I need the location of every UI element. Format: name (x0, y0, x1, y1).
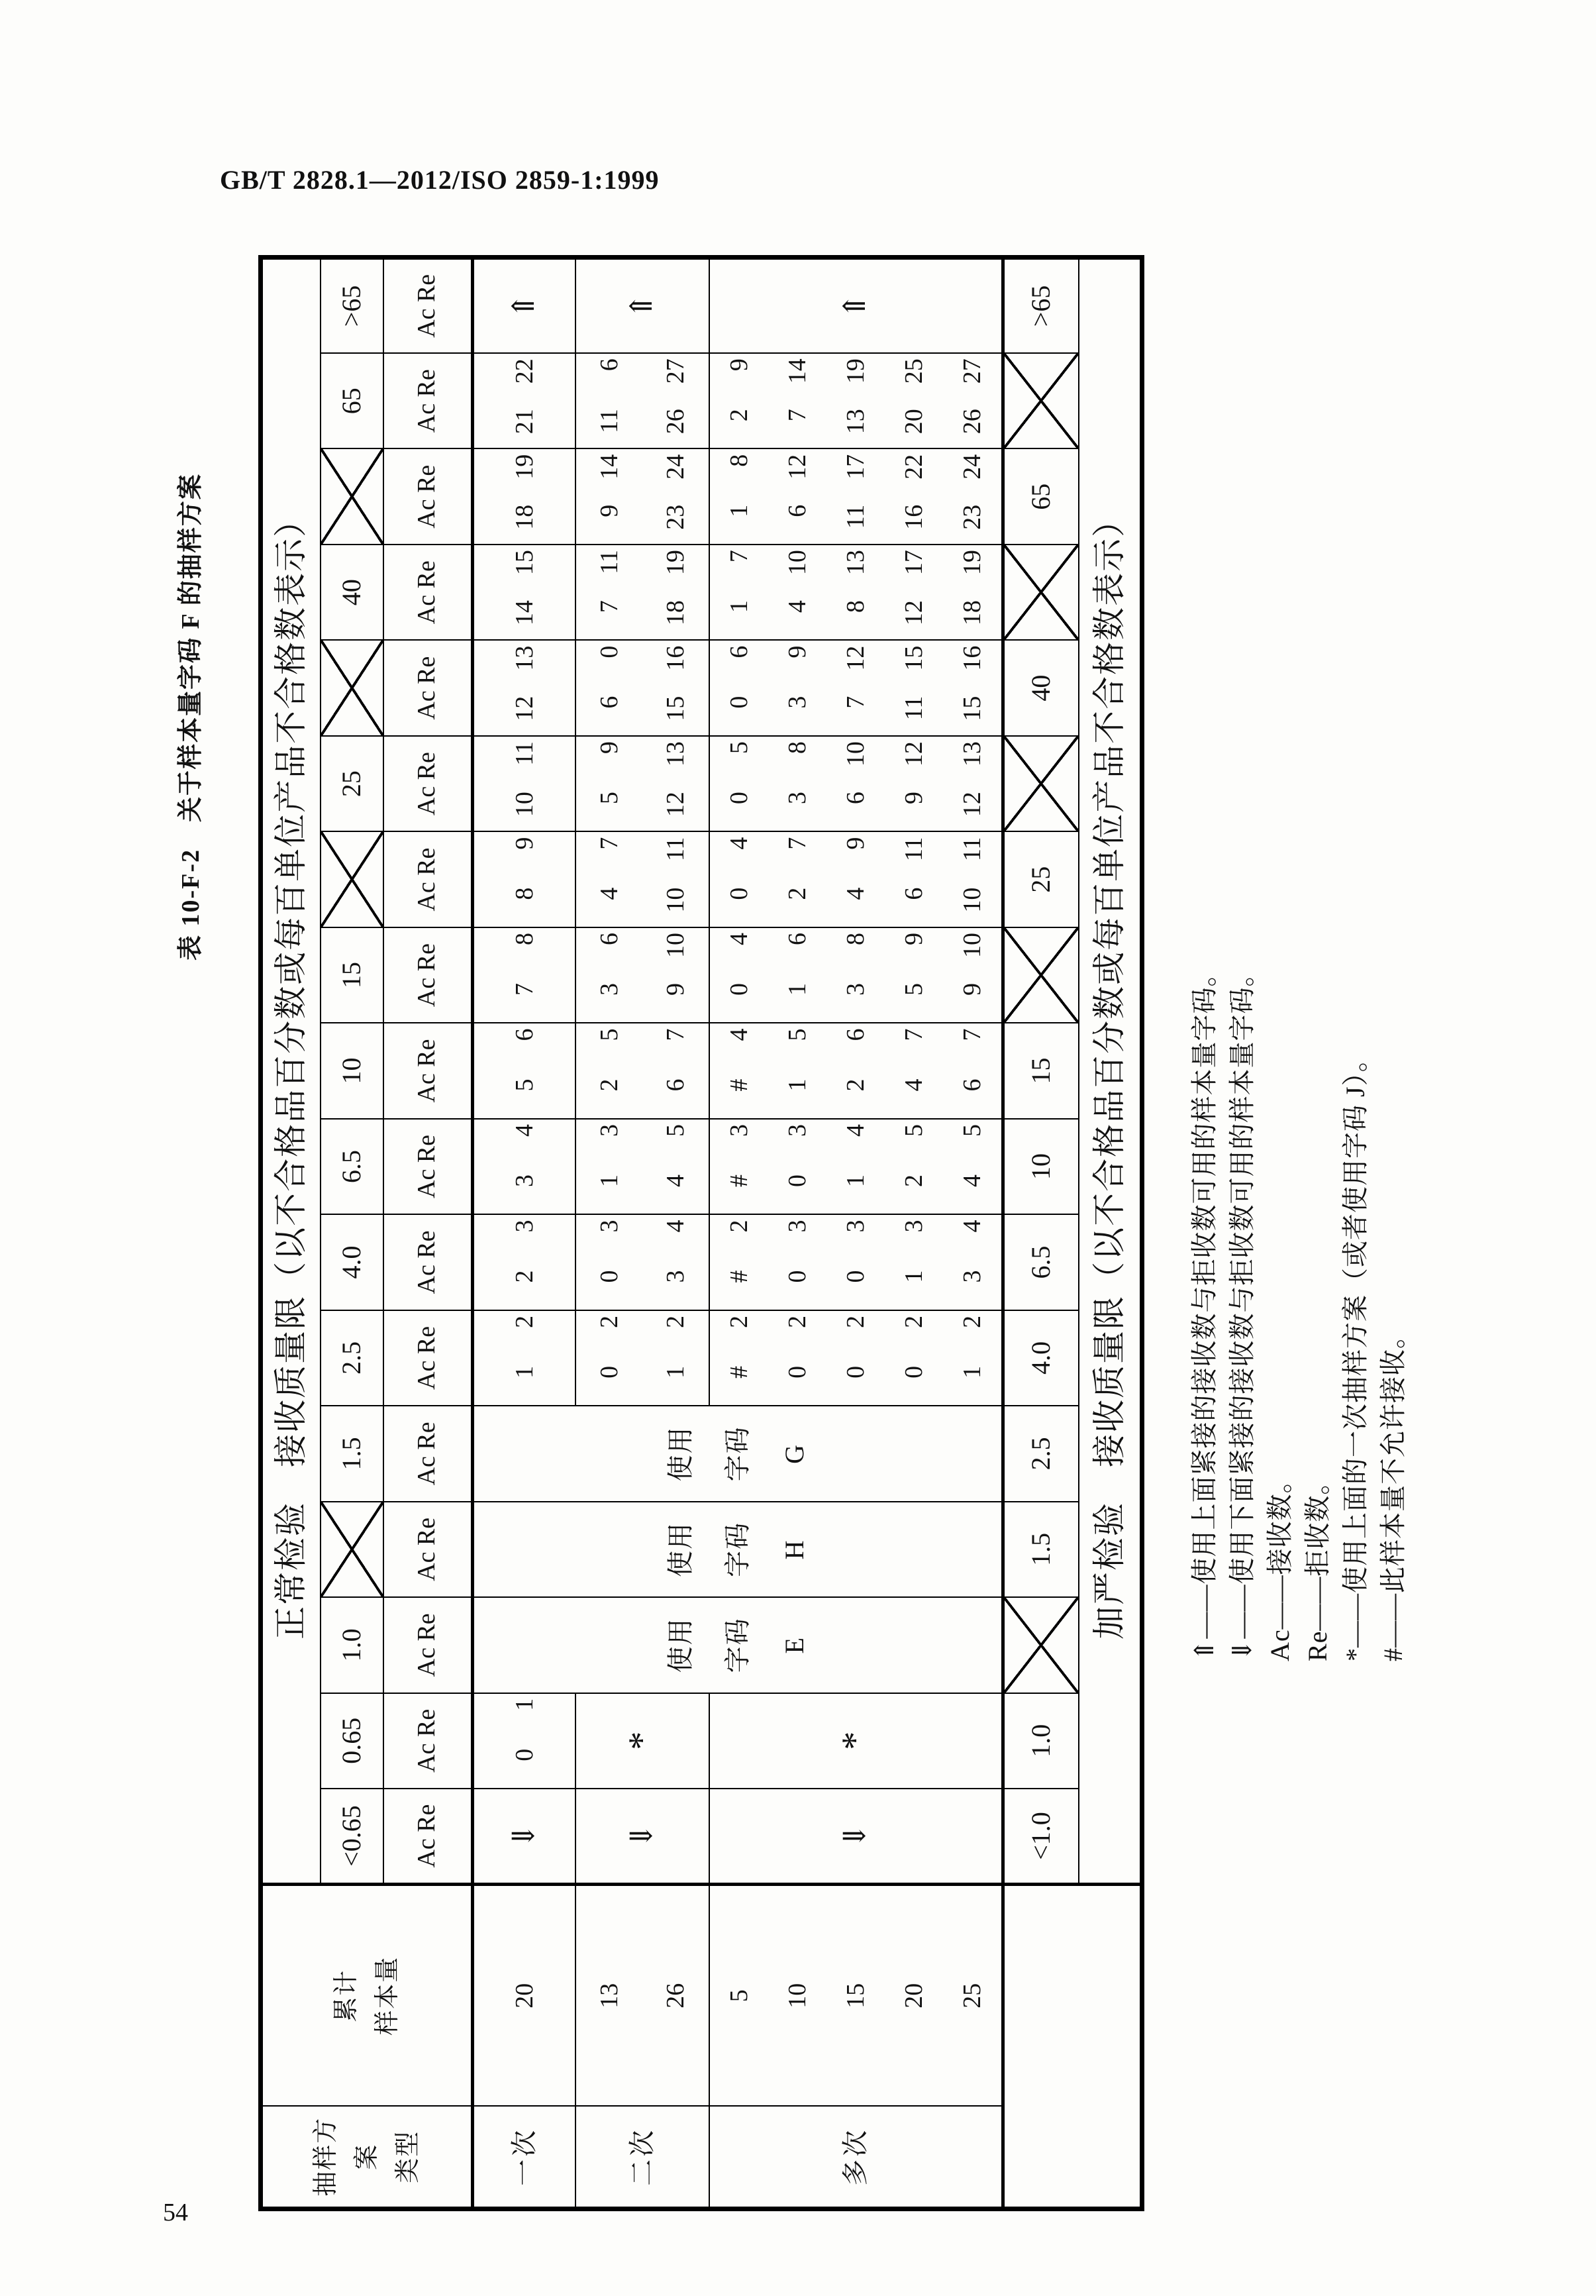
empty-cell (1003, 1885, 1142, 2209)
acre-values-cell: 03 34 (575, 1214, 709, 1310)
asterisk-cell: * (709, 1693, 1003, 1789)
acre-values-cell: #4 15 26 47 67 (709, 1023, 1003, 1118)
acre-values-cell: 36 910 (575, 927, 709, 1023)
cumulative-sample-size-cell: 13 26 (575, 1885, 709, 2107)
acre-values-cell: 1011 (473, 736, 575, 831)
acre-values-cell: 59 1213 (575, 736, 709, 831)
footnote-up-arrow: ⇑——使用上面紧接的接收数与拒收数可用的样本量字码。 (1189, 959, 1219, 1661)
aql-value-cell: 25 (1003, 831, 1079, 927)
cumulative-sample-size-cell: 20 (473, 1885, 575, 2107)
crossed-aql-cell (1003, 353, 1079, 448)
sampling-plan-table (258, 255, 1144, 2211)
ac-re-label-cell: Ac Re (383, 927, 473, 1023)
down-arrow-cell: ⇓ (473, 1789, 575, 1884)
acre-values-cell: 12 (473, 1310, 575, 1406)
ac-re-label-cell: Ac Re (383, 1597, 473, 1693)
acre-values-cell: 34 (473, 1119, 575, 1214)
standard-number-header: GB/T 2828.1—2012/ISO 2859-1:1999 (220, 165, 660, 195)
aql-value-cell: 2.5 (321, 1310, 383, 1406)
ac-re-label-cell: Ac Re (383, 1406, 473, 1501)
aql-value-cell: 1.0 (1003, 1693, 1079, 1789)
acre-values-cell: 1213 (473, 640, 575, 735)
acre-values-cell: 116 2627 (575, 353, 709, 448)
up-arrow-cell: ⇑ (575, 257, 709, 353)
acre-values-cell: 05 38 610 912 1213 (709, 736, 1003, 831)
acre-values-cell: #3 03 14 25 45 (709, 1119, 1003, 1214)
ac-re-label-cell: Ac Re (383, 545, 473, 640)
ac-re-label-cell: Ac Re (383, 1023, 473, 1118)
acre-values-cell: 1819 (473, 448, 575, 544)
down-arrow-cell: ⇓ (709, 1789, 1003, 1884)
crossed-aql-cell (321, 831, 383, 927)
acre-values-cell: 29 714 1319 2025 2627 (709, 353, 1003, 448)
aql-value-cell: 2.5 (1003, 1406, 1079, 1501)
acre-values-cell: 711 1819 (575, 545, 709, 640)
acre-values-cell: 04 27 49 611 1011 (709, 831, 1003, 927)
aql-value-cell: 65 (1003, 448, 1079, 544)
ac-re-label-cell: Ac Re (383, 831, 473, 927)
acre-values-cell: 02 12 (575, 1310, 709, 1406)
aql-value-cell: 4.0 (1003, 1310, 1079, 1406)
acre-values-cell: 25 67 (575, 1023, 709, 1118)
ac-re-label-cell: Ac Re (383, 1214, 473, 1310)
footnote-re: Re——拒收数。 (1303, 1467, 1332, 1661)
crossed-aql-cell (321, 1502, 383, 1597)
aql-value-cell: 40 (1003, 640, 1079, 735)
acre-values-cell: 47 1011 (575, 831, 709, 927)
ac-re-label-cell: Ac Re (383, 448, 473, 544)
use-code-letter-cell: 使用 字码 E (473, 1597, 1003, 1693)
acre-values-cell: 1415 (473, 545, 575, 640)
acre-values-cell: 17 410 813 1217 1819 (709, 545, 1003, 640)
acre-values-cell: 56 (473, 1023, 575, 1118)
acre-values-cell: 23 (473, 1214, 575, 1310)
acre-values-cell: #2 02 02 02 12 (709, 1310, 1003, 1406)
acre-values-cell: 89 (473, 831, 575, 927)
acre-values-cell: 01 (473, 1693, 575, 1789)
aql-value-cell: 15 (1003, 1023, 1079, 1118)
ac-re-label-cell: Ac Re (383, 1119, 473, 1214)
aql-value-cell: 1.5 (321, 1406, 383, 1501)
ac-re-label-cell: Ac Re (383, 640, 473, 735)
footnote-hash: #——此样本量不允许接收。 (1378, 1322, 1408, 1661)
cumulative-sample-size-cell: 5 10 15 20 25 (709, 1885, 1003, 2107)
footnote-down-arrow: ⇓——使用下面紧接的接收数与拒收数可用的样本量字码。 (1227, 959, 1257, 1661)
aql-value-cell: 15 (321, 927, 383, 1023)
ac-re-label-cell: Ac Re (383, 736, 473, 831)
section-header-cell: 加严检验 接收质量限（以不合格品百分数或每百单位产品不合格数表示） (1079, 257, 1142, 1884)
use-code-letter-cell: 使用 字码 H (473, 1502, 1003, 1597)
footnote-asterisk: *——使用上面的一次抽样方案（或者使用字码 J）。 (1340, 1045, 1370, 1661)
crossed-aql-cell (321, 640, 383, 735)
ac-re-label-cell: Ac Re (383, 257, 473, 353)
aql-value-cell: 4.0 (321, 1214, 383, 1310)
aql-value-cell: 1.5 (1003, 1502, 1079, 1597)
aql-value-cell: 10 (321, 1023, 383, 1118)
table-title: 表 10-F-2 关于样本量字码 F 的抽样方案 (177, 473, 205, 961)
ac-re-label-cell: Ac Re (383, 353, 473, 448)
aql-value-cell: 0.65 (321, 1693, 383, 1789)
corner-header-cell: 抽样方案 类型 (261, 2107, 473, 2209)
acre-values-cell: 60 1516 (575, 640, 709, 735)
crossed-aql-cell (1003, 927, 1079, 1023)
ac-re-label-cell: Ac Re (383, 1693, 473, 1789)
aql-value-cell: >65 (1003, 257, 1079, 353)
plan-type-cell: 一次 (473, 2107, 575, 2209)
aql-value-cell: 6.5 (321, 1119, 383, 1214)
aql-value-cell: 1.0 (321, 1597, 383, 1693)
asterisk-cell: * (575, 1693, 709, 1789)
ac-re-label-cell: Ac Re (383, 1789, 473, 1884)
acre-values-cell: 13 45 (575, 1119, 709, 1214)
crossed-aql-cell (1003, 1597, 1079, 1693)
aql-value-cell: 40 (321, 545, 383, 640)
acre-values-cell: 914 2324 (575, 448, 709, 544)
aql-value-cell: 25 (321, 736, 383, 831)
acre-values-cell: #2 03 03 13 34 (709, 1214, 1003, 1310)
aql-value-cell: 6.5 (1003, 1214, 1079, 1310)
crossed-aql-cell (321, 448, 383, 544)
aql-value-cell: >65 (321, 257, 383, 353)
footnotes (1185, 959, 1412, 1661)
footnote-ac: Ac——接收数。 (1265, 1466, 1295, 1661)
acre-values-cell: 06 39 712 1115 1516 (709, 640, 1003, 735)
aql-value-cell: 10 (1003, 1119, 1079, 1214)
down-arrow-cell: ⇓ (575, 1789, 709, 1884)
aql-value-cell: <0.65 (321, 1789, 383, 1884)
plan-type-cell: 多次 (709, 2107, 1003, 2209)
corner-header-cell: 累计 样本量 (261, 1885, 473, 2107)
use-code-letter-cell: 使用 字码 G (473, 1406, 1003, 1501)
aql-value-cell: 65 (321, 353, 383, 448)
up-arrow-cell: ⇑ (473, 257, 575, 353)
ac-re-label-cell: Ac Re (383, 1310, 473, 1406)
crossed-aql-cell (1003, 736, 1079, 831)
rotated-table-block (166, 260, 1417, 2211)
aql-value-cell: <1.0 (1003, 1789, 1079, 1884)
up-arrow-cell: ⇑ (709, 257, 1003, 353)
section-header-cell: 正常检验 接收质量限（以不合格品百分数或每百单位产品不合格数表示） (261, 257, 321, 1884)
ac-re-label-cell: Ac Re (383, 1502, 473, 1597)
acre-values-cell: 2122 (473, 353, 575, 448)
acre-values-cell: 04 16 38 59 910 (709, 927, 1003, 1023)
acre-values-cell: 78 (473, 927, 575, 1023)
page-number: 54 (163, 2199, 188, 2226)
crossed-aql-cell (1003, 545, 1079, 640)
acre-values-cell: 18 612 1117 1622 2324 (709, 448, 1003, 544)
plan-type-cell: 二次 (575, 2107, 709, 2209)
